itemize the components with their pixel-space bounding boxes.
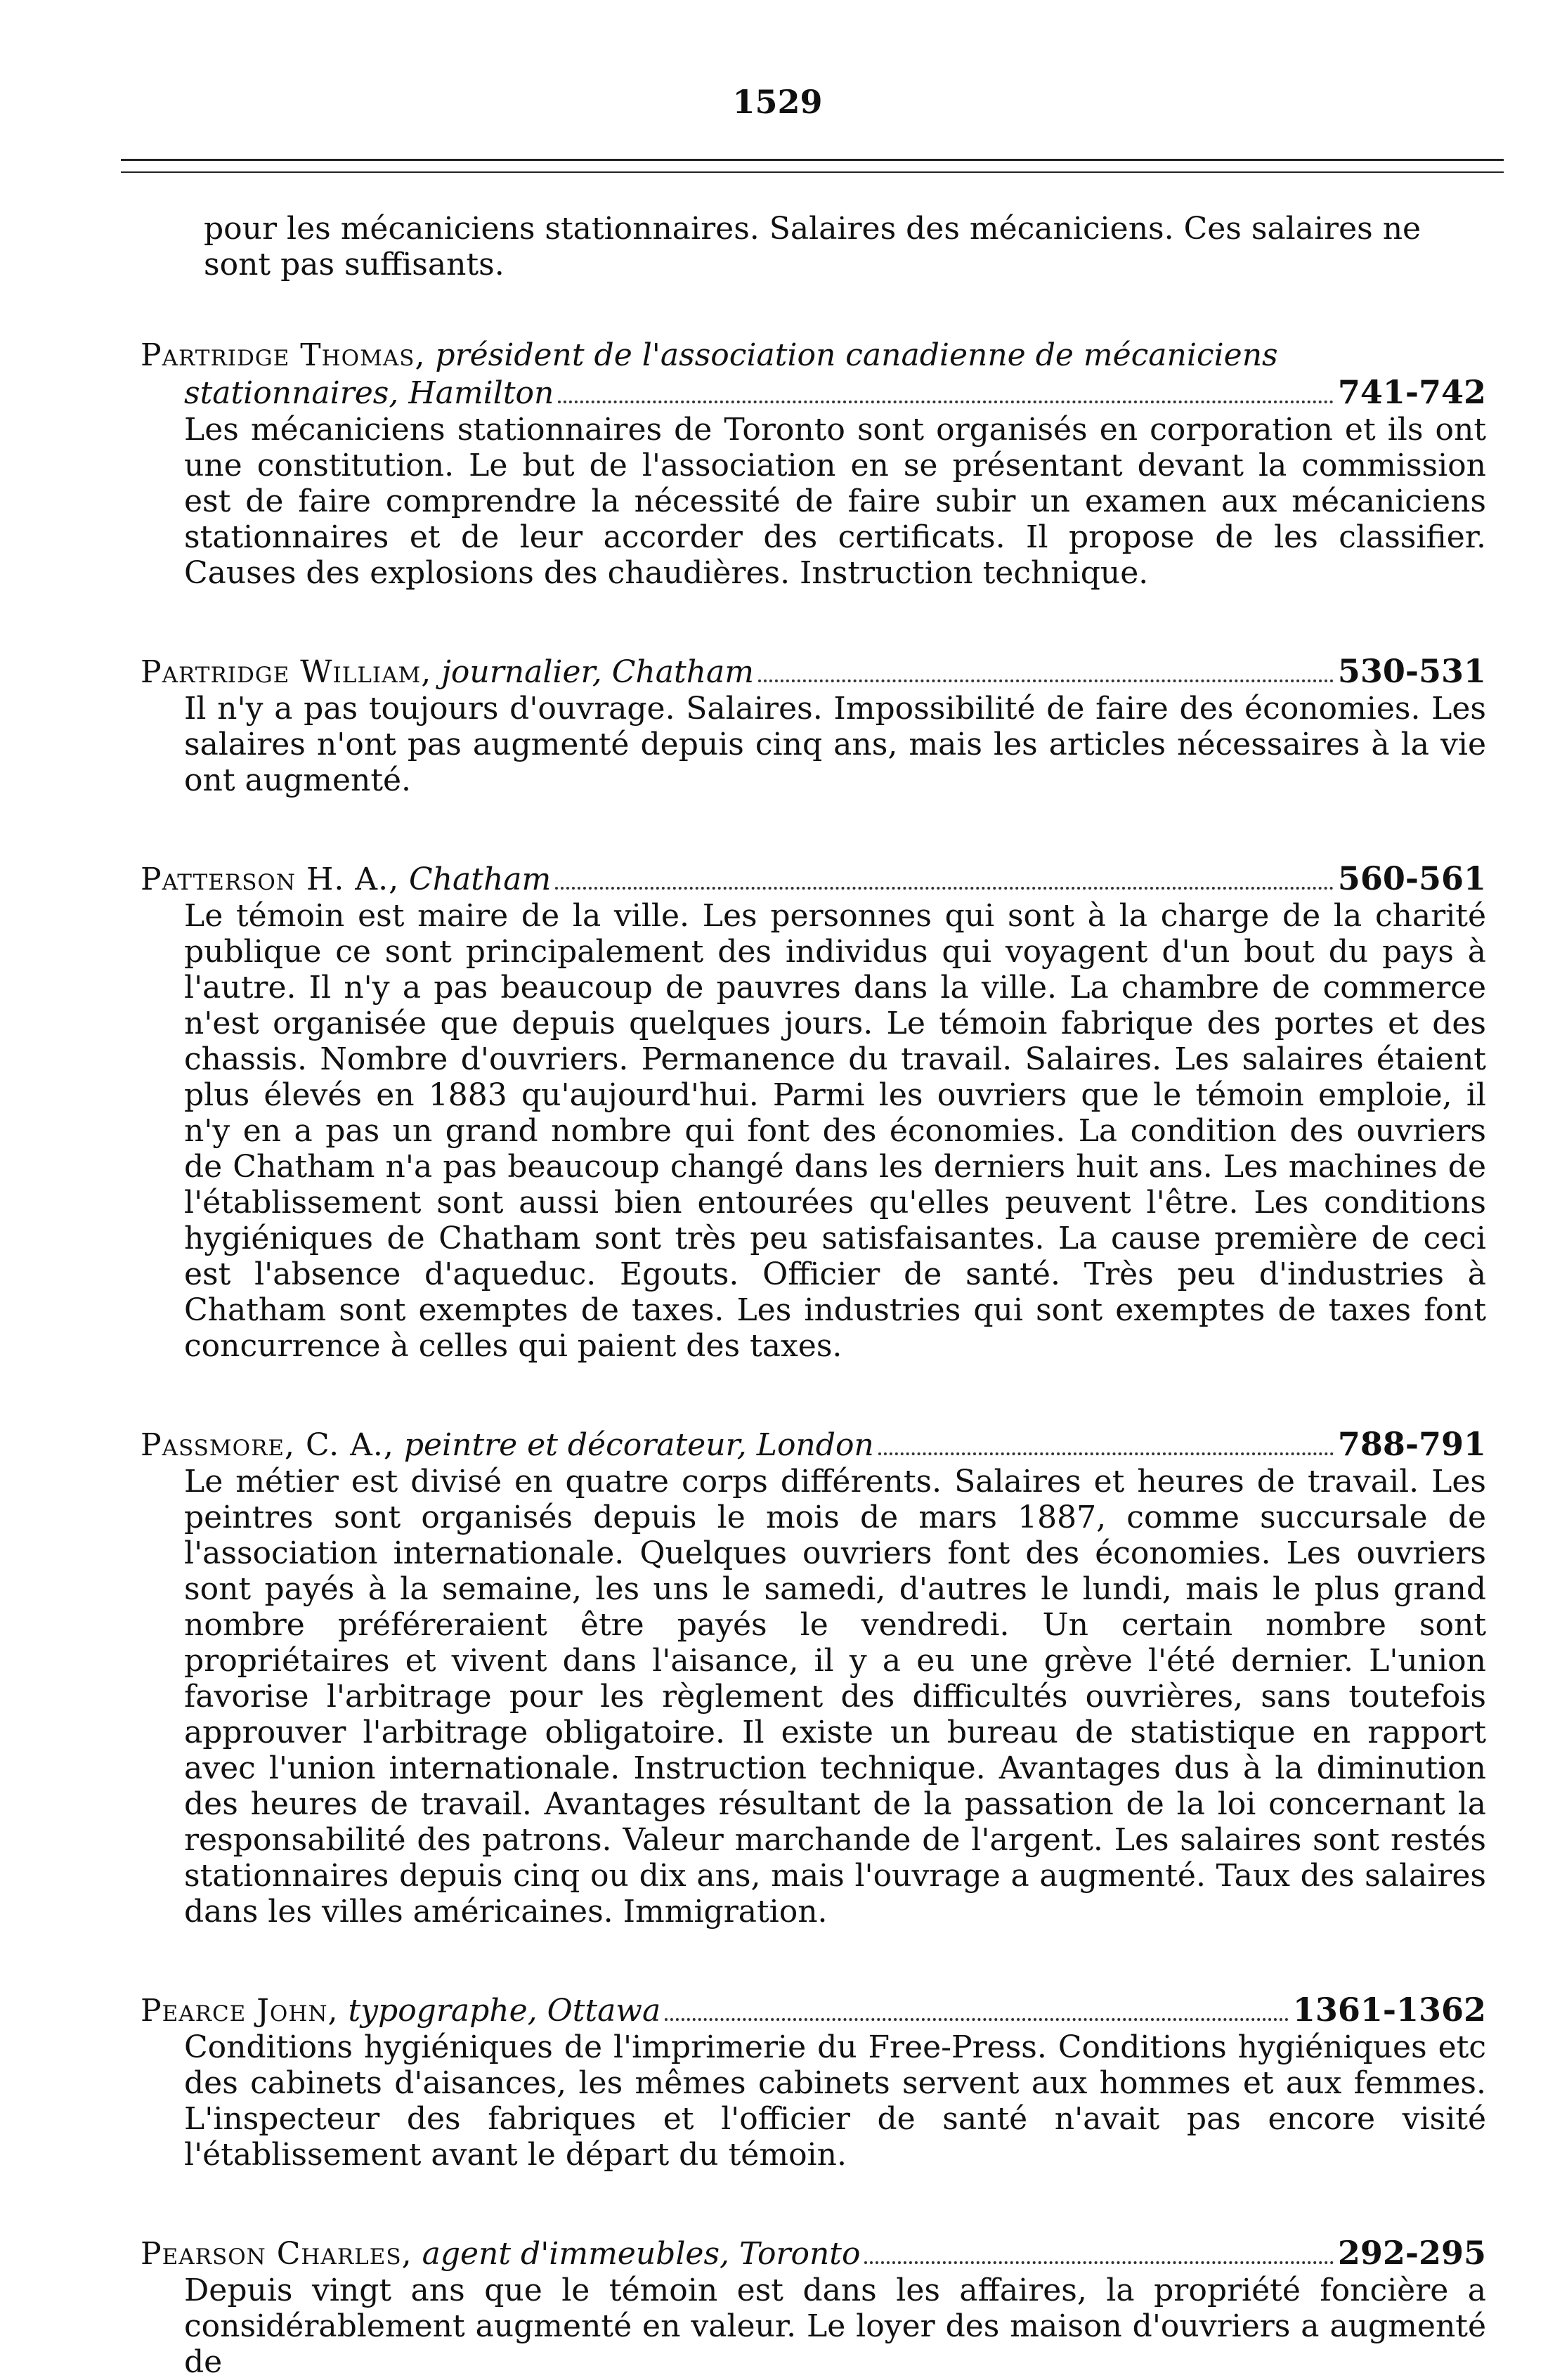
entry-role: président de l'association canadienne de mécaniciens [425,337,1278,373]
entry-summary: Il n'y a pas toujours d'ouvrage. Salaires. Impossibilité de faire des économies. Les salaires n'ont pas augmenté depuis cinq ans, mais les articles nécessaires à la vie ont augmenté. [184,691,1486,798]
dot-leader [864,2261,1333,2264]
entry-name: Pearce John, [141,1993,339,2029]
index-entry [141,860,1486,1364]
entry-summary: Conditions hygiéniques de l'imprimerie du Free-Press. Conditions hygiéniques etc des cabinets d'aisances, les mêmes cabinets servent aux hommes et aux femmes. L'inspecteur des fabriques et l'officier de santé n'avait pas encore visité l'établissement avant le départ du témoin. [184,2029,1486,2173]
header-rule-thin [121,171,1504,173]
dot-leader [558,401,1334,403]
dot-leader [758,679,1334,682]
entry-summary: Les mécaniciens stationnaires de Toronto sont organisés en corporation et ils ont une constitution. Le but de l'association en se présentant devant la commission est de faire comprendre la nécessité de faire subir un examen aux mécaniciens stationnaires et de leur accorder des certificats. Il propose de les classifier. Causes des explosions des chaudières. Instruction technique. [184,412,1486,591]
entry-pages: 788-791 [1337,1425,1486,1463]
entry-summary: Le métier est divisé en quatre corps différents. Salaires et heures de travail. Les peintres sont organisés depuis le mois de mars 1887, comme succursale de l'association internationale. Quelques ouvriers font des économies. Les ouvriers sont payés à la semaine, les uns le samedi, d'autres le lundi, mais le plus grand nombre préféreraient être payés le vendredi. Un certain nombre sont propriétaires et vivent dans l'aisance, il y a eu une grève l'été dernier. L'union favorise l'arbitrage pour les règlement des difficultés ouvrières, sans toutefois approuver l'arbitrage obligatoire. Il existe un bureau de statistique en rapport avec l'union internationale. Instruction technique. Avantages dus à la diminution des heures de travail. Avantages résultant de la passation de la loi concernant la responsabilité des patrons. Valeur marchande de l'argent. Les salaires sont restés stationnaires depuis cinq ou dix ans, mais l'ouvrage a augmenté. Taux des salaires dans les villes américaines. Immigration. [184,1464,1486,1930]
entry-role: typographe, Ottawa [338,1993,661,2029]
entry-pages: 1361-1362 [1292,1991,1486,2029]
index-entry [141,337,1486,591]
entry-heading [141,1991,1486,2029]
page-content [141,211,1486,2380]
index-entry [141,2235,1486,2380]
entry-name: Passmore, C. A., [141,1427,394,1463]
entry-role: Chatham [399,861,552,897]
entry-pages: 741-742 [1337,373,1486,411]
entry-summary: Le témoin est maire de la ville. Les personnes qui sont à la charge de la charité publique ce sont principalement des individus qui voyagent d'un bout du pays à l'autre. Il n'y a pas beaucoup de pauvres dans la ville. La chambre de commerce n'est organisée que depuis quelques jours. Le témoin fabrique des portes et des chassis. Nombre d'ouvriers. Permanence du travail. Salaires. Les salaires étaient plus élevés en 1883 qu'aujourd'hui. Parmi les ouvriers que le témoin emploie, il n'y en a pas un grand nombre qui font des économies. La condition des ouvriers de Chatham n'a pas beaucoup changé dans les derniers huit ans. Les machines de l'établissement sont aussi bien entourées qu'elles peuvent l'être. Les conditions hygiéniques de Chatham sont très peu satisfaisantes. La cause première de ceci est l'absence d'aqueduc. Egouts. Officier de santé. Très peu d'industries à Chatham sont exemptes de taxes. Les industries qui sont exemptes de taxes font concurrence à celles qui paient des taxes. [184,898,1486,1364]
index-entry [141,1426,1486,1930]
entry-summary: Depuis vingt ans que le témoin est dans les affaires, la propriété foncière a considérablement augmenté en valeur. Le loyer des maison d'ouvriers a augmenté de [184,2272,1486,2380]
entry-role-continued: stationnaires, Hamilton [184,375,554,411]
index-entry [141,1991,1486,2173]
entry-heading [141,860,1486,898]
entry-name: Partridge William, [141,654,432,690]
dot-leader [878,1452,1334,1455]
entry-role: journalier, Chatham [431,654,754,690]
entry-heading [141,653,1486,691]
dot-leader [555,887,1334,890]
entry-pages: 292-295 [1337,2234,1486,2272]
entry-pages: 530-531 [1337,652,1486,690]
entry-name: Pearson Charles, [141,2236,412,2272]
index-entry [141,653,1486,798]
entry-role: agent d'immeubles, Toronto [412,2236,861,2272]
page-number: 1529 [732,83,823,121]
entry-heading-continued [184,374,1486,412]
entry-heading [141,337,1486,374]
entry-role: peintre et décorateur, London [393,1427,874,1463]
dot-leader [665,2018,1289,2021]
entry-heading [141,2235,1486,2272]
entry-pages: 560-561 [1337,859,1486,897]
continued-text: pour les mécaniciens stationnaires. Salaires des mécaniciens. Ces salaires ne sont pas suffisants. [204,211,1421,282]
entry-name: Patterson H. A., [141,861,400,897]
entry-name: Partridge Thomas, [141,337,426,373]
entry-heading [141,1426,1486,1464]
header-rule [121,159,1504,161]
